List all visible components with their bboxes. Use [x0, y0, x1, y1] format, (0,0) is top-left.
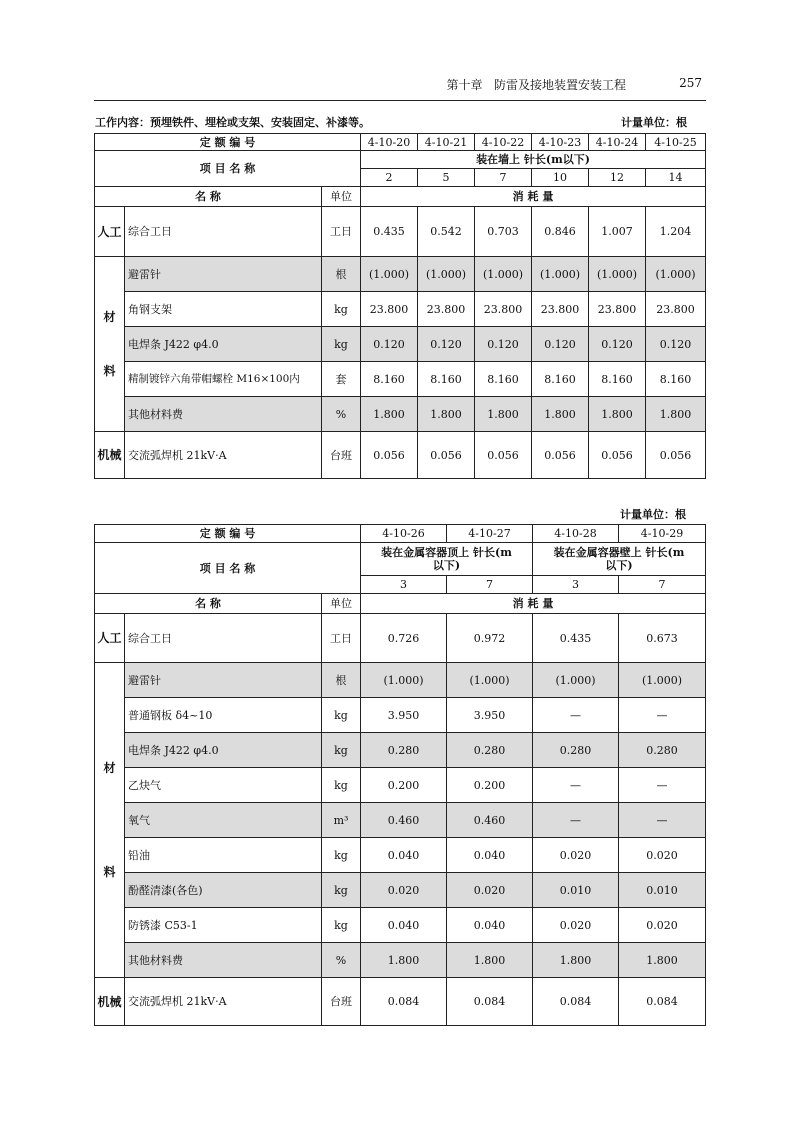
code-cell: 4-10-29	[619, 525, 706, 543]
value-cell: 0.056	[475, 432, 532, 479]
page-header	[94, 74, 706, 101]
labor-category: 人工	[95, 614, 125, 663]
value-cell: 0.020	[533, 838, 619, 873]
value-cell: 0.020	[619, 908, 706, 943]
value-cell: (1.000)	[589, 257, 646, 292]
value-cell: 1.800	[533, 943, 619, 978]
length-cell: 7	[475, 169, 532, 187]
row-name: 交流弧焊机 21kV·A	[125, 978, 322, 1026]
value-cell: 0.120	[418, 327, 475, 362]
value-cell: 0.020	[533, 908, 619, 943]
code-cell: 4-10-26	[361, 525, 447, 543]
value-cell: 0.084	[447, 978, 533, 1026]
length-cell: 7	[447, 576, 533, 594]
row-unit: kg	[322, 838, 361, 873]
value-cell: 0.435	[361, 207, 418, 257]
value-cell: —	[533, 698, 619, 733]
code-cell: 4-10-25	[646, 134, 706, 151]
row-unit: kg	[322, 292, 361, 327]
code-cell: 4-10-22	[475, 134, 532, 151]
value-cell: 23.800	[646, 292, 706, 327]
value-cell: (1.000)	[532, 257, 589, 292]
page-number: 257	[679, 76, 702, 90]
row-name: 避雷针	[125, 663, 322, 698]
consumption-header: 消 耗 量	[361, 187, 706, 207]
value-cell: 8.160	[475, 362, 532, 397]
material-category: 材 料	[95, 663, 125, 978]
value-cell: 0.056	[361, 432, 418, 479]
row-unit: m³	[322, 803, 361, 838]
value-cell: 0.010	[619, 873, 706, 908]
row-name: 酚醛清漆(各色)	[125, 873, 322, 908]
row-unit: 台班	[322, 432, 361, 479]
row-name: 铅油	[125, 838, 322, 873]
value-cell: 0.460	[361, 803, 447, 838]
length-cell: 10	[532, 169, 589, 187]
value-cell: 3.950	[361, 698, 447, 733]
quota-no-label: 定 额 编 号	[95, 134, 361, 151]
unit-header: 单位	[322, 187, 361, 207]
row-unit: kg	[322, 908, 361, 943]
value-cell: 23.800	[418, 292, 475, 327]
value-cell: 0.673	[619, 614, 706, 663]
row-unit: 工日	[322, 614, 361, 663]
value-cell: 0.200	[447, 768, 533, 803]
value-cell: 23.800	[532, 292, 589, 327]
value-cell: 0.020	[447, 873, 533, 908]
value-cell: (1.000)	[533, 663, 619, 698]
row-unit: 台班	[322, 978, 361, 1026]
value-cell: 23.800	[361, 292, 418, 327]
group-header: 装在金属容器壁上 针长(m以下)	[533, 543, 706, 576]
length-cell: 5	[418, 169, 475, 187]
value-cell: 8.160	[646, 362, 706, 397]
row-name: 交流弧焊机 21kV·A	[125, 432, 322, 479]
value-cell: —	[533, 803, 619, 838]
value-cell: 8.160	[589, 362, 646, 397]
row-unit: %	[322, 397, 361, 432]
value-cell: 1.800	[475, 397, 532, 432]
value-cell: 0.460	[447, 803, 533, 838]
value-cell: 0.120	[361, 327, 418, 362]
unit-header: 单位	[322, 594, 361, 614]
value-cell: 0.972	[447, 614, 533, 663]
value-cell: (1.000)	[418, 257, 475, 292]
value-cell: (1.000)	[619, 663, 706, 698]
value-cell: 0.280	[361, 733, 447, 768]
length-cell: 3	[533, 576, 619, 594]
value-cell: 1.800	[361, 397, 418, 432]
value-cell: 23.800	[589, 292, 646, 327]
value-cell: 0.084	[619, 978, 706, 1026]
value-cell: 0.435	[533, 614, 619, 663]
row-name: 其他材料费	[125, 943, 322, 978]
row-unit: kg	[322, 733, 361, 768]
material-category: 材 料	[95, 257, 125, 432]
value-cell: 23.800	[475, 292, 532, 327]
value-cell: 1.007	[589, 207, 646, 257]
value-cell: 0.040	[447, 838, 533, 873]
value-cell: 0.280	[619, 733, 706, 768]
chapter-heading: 第十章 防雷及接地装置安装工程	[446, 78, 626, 92]
value-cell: 1.800	[361, 943, 447, 978]
length-cell: 3	[361, 576, 447, 594]
value-cell: 0.846	[532, 207, 589, 257]
row-unit: kg	[322, 873, 361, 908]
value-cell: 0.056	[646, 432, 706, 479]
value-cell: 0.084	[533, 978, 619, 1026]
value-cell: —	[619, 698, 706, 733]
row-name: 电焊条 J422 φ4.0	[125, 327, 322, 362]
row-name: 乙炔气	[125, 768, 322, 803]
value-cell: 8.160	[532, 362, 589, 397]
row-unit: 工日	[322, 207, 361, 257]
code-cell: 4-10-21	[418, 134, 475, 151]
value-cell: 0.120	[475, 327, 532, 362]
value-cell: 0.010	[533, 873, 619, 908]
value-cell: 1.800	[646, 397, 706, 432]
value-cell: 0.280	[533, 733, 619, 768]
group-header: 装在金属容器顶上 针长(m以下)	[361, 543, 533, 576]
row-unit: %	[322, 943, 361, 978]
quota-table-1	[94, 133, 706, 479]
row-name: 其他材料费	[125, 397, 322, 432]
row-unit: 根	[322, 663, 361, 698]
value-cell: 0.040	[447, 908, 533, 943]
value-cell: (1.000)	[361, 257, 418, 292]
value-cell: 0.056	[418, 432, 475, 479]
value-cell: (1.000)	[475, 257, 532, 292]
row-unit: kg	[322, 768, 361, 803]
value-cell: 0.020	[619, 838, 706, 873]
value-cell: 1.800	[619, 943, 706, 978]
row-name: 角钢支架	[125, 292, 322, 327]
code-cell: 4-10-24	[589, 134, 646, 151]
length-cell: 12	[589, 169, 646, 187]
value-cell: 0.040	[361, 908, 447, 943]
value-cell: (1.000)	[361, 663, 447, 698]
code-cell: 4-10-28	[533, 525, 619, 543]
work-content-line	[95, 114, 705, 130]
group-header: 装在墙上 针长(m以下)	[361, 151, 706, 169]
row-name: 避雷针	[125, 257, 322, 292]
value-cell: 1.800	[418, 397, 475, 432]
row-name: 防锈漆 C53-1	[125, 908, 322, 943]
value-cell: 1.204	[646, 207, 706, 257]
code-cell: 4-10-23	[532, 134, 589, 151]
code-cell: 4-10-20	[361, 134, 418, 151]
name-header: 名 称	[95, 187, 322, 207]
row-name: 精制镀锌六角带帽螺栓 M16×100内	[125, 362, 322, 397]
value-cell: 1.800	[532, 397, 589, 432]
value-cell: 0.542	[418, 207, 475, 257]
measure-unit-2: 计量单位：根	[620, 508, 686, 521]
value-cell: 0.726	[361, 614, 447, 663]
row-name: 普通钢板 δ4~10	[125, 698, 322, 733]
value-cell: 0.084	[361, 978, 447, 1026]
value-cell: 0.703	[475, 207, 532, 257]
value-cell: 0.040	[361, 838, 447, 873]
item-name-label: 项 目 名 称	[95, 151, 361, 187]
item-name-label: 项 目 名 称	[95, 543, 361, 594]
work-content: 工作内容：预埋铁件、埋栓或支架、安装固定、补漆等。	[95, 116, 370, 129]
value-cell: 0.056	[532, 432, 589, 479]
row-unit: kg	[322, 327, 361, 362]
value-cell: (1.000)	[646, 257, 706, 292]
value-cell: 3.950	[447, 698, 533, 733]
name-header: 名 称	[95, 594, 322, 614]
length-cell: 7	[619, 576, 706, 594]
value-cell: 0.120	[646, 327, 706, 362]
consumption-header: 消 耗 量	[361, 594, 706, 614]
value-cell: 1.800	[447, 943, 533, 978]
quota-no-label: 定 额 编 号	[95, 525, 361, 543]
value-cell: (1.000)	[447, 663, 533, 698]
row-unit: 套	[322, 362, 361, 397]
value-cell: 0.120	[589, 327, 646, 362]
value-cell: 0.056	[589, 432, 646, 479]
value-cell: —	[619, 768, 706, 803]
quota-table-2	[94, 524, 706, 1026]
machine-category: 机械	[95, 978, 125, 1026]
labor-category: 人工	[95, 207, 125, 257]
measure-unit-1: 计量单位：根	[621, 116, 687, 129]
row-name: 电焊条 J422 φ4.0	[125, 733, 322, 768]
value-cell: 0.200	[361, 768, 447, 803]
value-cell: —	[533, 768, 619, 803]
row-unit: 根	[322, 257, 361, 292]
machine-category: 机械	[95, 432, 125, 479]
row-unit: kg	[322, 698, 361, 733]
value-cell: 1.800	[589, 397, 646, 432]
row-name: 综合工日	[125, 614, 322, 663]
value-cell: 8.160	[361, 362, 418, 397]
value-cell: 0.280	[447, 733, 533, 768]
value-cell: 0.020	[361, 873, 447, 908]
length-cell: 14	[646, 169, 706, 187]
value-cell: 0.120	[532, 327, 589, 362]
value-cell: —	[619, 803, 706, 838]
value-cell: 8.160	[418, 362, 475, 397]
row-name: 氧气	[125, 803, 322, 838]
code-cell: 4-10-27	[447, 525, 533, 543]
length-cell: 2	[361, 169, 418, 187]
row-name: 综合工日	[125, 207, 322, 257]
